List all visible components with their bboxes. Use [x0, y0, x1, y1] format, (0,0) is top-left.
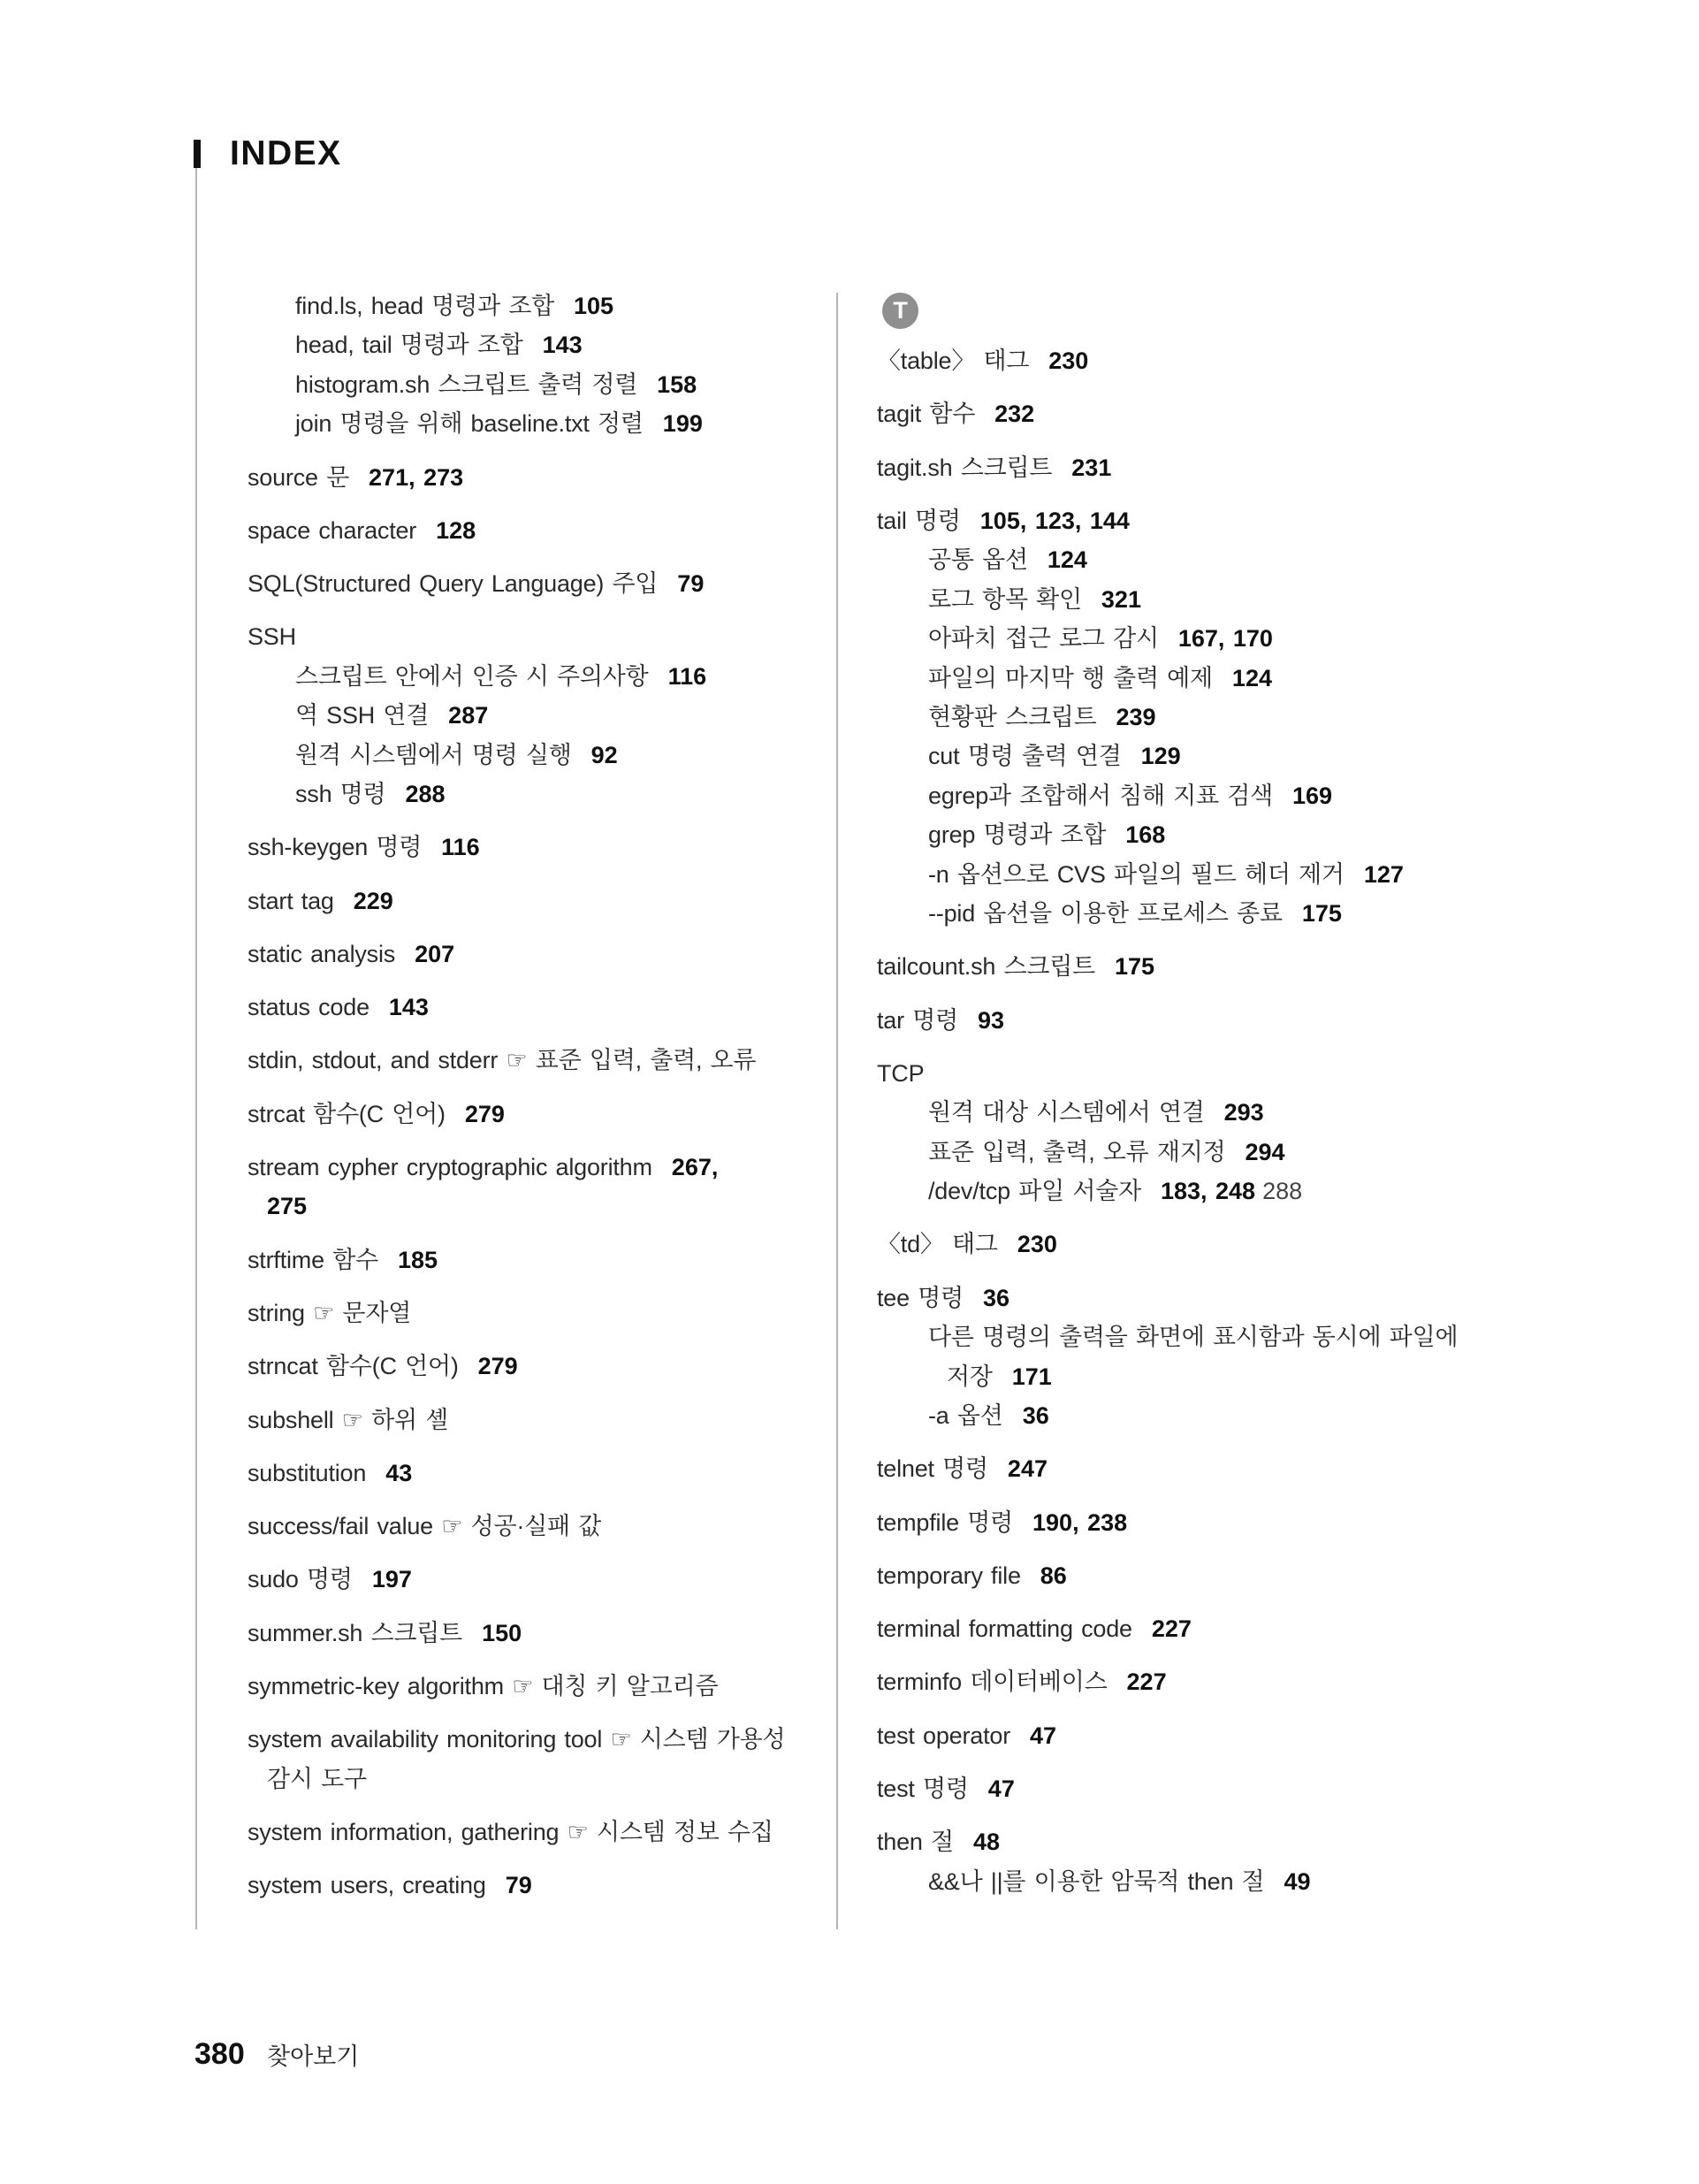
entry-line [248, 696, 813, 735]
entry-line [877, 394, 1655, 433]
index-term: start tag [248, 887, 334, 914]
page-numbers: 79 [505, 1872, 532, 1899]
sub-term: -a 옵션 [928, 1402, 1003, 1429]
page-numbers: 279 [464, 1100, 505, 1127]
index-entry [877, 1503, 1655, 1542]
page-numbers: 227 [1151, 1615, 1192, 1643]
sub-term: --pid 옵션을 이용한 프로세스 종료 [928, 900, 1283, 928]
sub-term: 표준 입력, 출력, 오류 재지정 [928, 1138, 1226, 1165]
index-term: tar 명령 [877, 1006, 958, 1034]
index-entry [877, 448, 1655, 487]
entry-line [877, 659, 1655, 698]
entry-line [248, 1241, 813, 1279]
page-numbers: 105 [574, 293, 614, 319]
entry-line [248, 286, 813, 325]
page-numbers: 36 [1022, 1402, 1049, 1429]
page-numbers: 294 [1245, 1138, 1285, 1165]
page-numbers: 48 [972, 1829, 1000, 1856]
entry-line [877, 698, 1655, 737]
index-entry [248, 828, 813, 867]
index-term: terminfo 데이터베이스 [877, 1669, 1108, 1696]
page-numbers: 92 [590, 741, 618, 768]
entry-continuation [248, 1187, 813, 1226]
index-term: symmetric-key algorithm ☞ 대칭 키 알고리즘 [248, 1673, 719, 1699]
entry-line [877, 1317, 1655, 1356]
page-numbers: 47 [1030, 1722, 1057, 1749]
index-term: TCP [877, 1059, 925, 1087]
page-title: INDEX [230, 134, 342, 172]
page-numbers: 171 [1011, 1363, 1052, 1390]
page-numbers: 293 [1223, 1099, 1264, 1126]
page-numbers: 185 [397, 1246, 438, 1273]
entry-line [877, 894, 1655, 933]
index-entry [248, 286, 813, 444]
page-numbers: 227 [1126, 1669, 1167, 1696]
entry-line [877, 1172, 1655, 1210]
index-entry [248, 1560, 813, 1599]
entry-line [248, 511, 813, 550]
index-term: 감시 도구 [267, 1765, 367, 1792]
page-numbers: 128 [436, 516, 476, 544]
page-numbers: 239 [1116, 703, 1156, 730]
page-numbers: 169 [1291, 782, 1333, 809]
index-entry [877, 1279, 1655, 1436]
index-term: temporary file [877, 1562, 1021, 1589]
index-term: substitution [248, 1459, 367, 1486]
index-entry [877, 947, 1655, 986]
index-entry [248, 1041, 813, 1080]
entry-line [877, 1133, 1655, 1172]
index-term: strcat 함수(C 언어) [248, 1100, 446, 1127]
index-term: strncat 함수(C 언어) [248, 1353, 459, 1380]
sub-term: 로그 항목 확인 [928, 585, 1082, 613]
page-numbers: 93 [977, 1006, 1005, 1034]
entry-line [248, 657, 813, 696]
index-term: subshell ☞ 하위 셸 [248, 1406, 449, 1433]
index-term: test 명령 [877, 1775, 969, 1802]
index-entry [248, 1667, 813, 1706]
index-entry [877, 1449, 1655, 1488]
entry-line [877, 1279, 1655, 1317]
page-numbers: 230 [1048, 347, 1089, 374]
entry-line [877, 1822, 1655, 1861]
index-entry [248, 564, 813, 603]
index-entry [248, 511, 813, 550]
index-entry [877, 1609, 1655, 1648]
index-term: telnet 명령 [877, 1455, 988, 1483]
index-entry [248, 988, 813, 1027]
entry-line [877, 1449, 1655, 1488]
index-term: sudo 명령 [248, 1566, 353, 1593]
index-entry [877, 1054, 1655, 1211]
index-term: tagit.sh 스크립트 [877, 454, 1053, 481]
index-term: SSH [248, 623, 296, 651]
entry-line [877, 1225, 1655, 1264]
index-term: tee 명령 [877, 1284, 964, 1311]
sub-term: 파일의 마지막 행 출력 예제 [928, 664, 1213, 691]
entry-line [877, 501, 1655, 540]
sub-term: /dev/tcp 파일 서술자 [928, 1178, 1141, 1205]
sub-term: egrep과 조합해서 침해 지표 검색 [928, 782, 1273, 809]
entry-line [248, 458, 813, 497]
page-numbers: 267, [671, 1154, 719, 1181]
page-numbers: 129 [1140, 743, 1181, 770]
entry-line [248, 1507, 813, 1546]
sub-term: ssh 명령 [295, 781, 386, 808]
index-entry [248, 1294, 813, 1333]
index-entry [877, 1716, 1655, 1755]
page-numbers: 199 [662, 410, 703, 438]
page-numbers: 287 [448, 702, 489, 729]
index-term: then 절 [877, 1829, 954, 1856]
index-term: success/fail value ☞ 성공·실패 값 [248, 1513, 602, 1540]
entry-line [877, 1503, 1655, 1542]
index-term: tail 명령 [877, 507, 961, 534]
section-letter: T [893, 297, 908, 324]
index-entry [248, 1720, 813, 1798]
entry-line [248, 1294, 813, 1333]
sub-term: 원격 시스템에서 명령 실행 [295, 741, 572, 768]
page-numbers: 321 [1101, 585, 1141, 613]
entry-line [248, 564, 813, 603]
entry-line [248, 1148, 813, 1187]
page-numbers: 168 [1125, 821, 1166, 849]
sub-term: 현황판 스크립트 [928, 703, 1097, 730]
margin-rule [195, 168, 197, 1929]
index-entry [248, 617, 813, 813]
entry-line [248, 1667, 813, 1706]
page-numbers: 230 [1017, 1231, 1057, 1258]
index-term: strftime 함수 [248, 1246, 378, 1273]
page-numbers-regular: 288 [1262, 1178, 1303, 1205]
sub-term: 공통 옵션 [928, 546, 1028, 574]
header-marker [194, 140, 201, 168]
entry-line [248, 935, 813, 974]
index-term: status code [248, 994, 370, 1021]
entry-line [248, 325, 813, 364]
entry-line [877, 1662, 1655, 1701]
index-term: 〈table〉 태그 [877, 347, 1030, 374]
index-term: tailcount.sh 스크립트 [877, 953, 1096, 981]
page-numbers: 143 [388, 994, 429, 1021]
page-numbers: 271, 273 [369, 463, 464, 491]
entry-line [248, 988, 813, 1027]
index-entry [248, 458, 813, 497]
entry-line [877, 1001, 1655, 1040]
sub-term: 스크립트 안에서 인증 시 주의사항 [295, 662, 649, 690]
index-entry [248, 1241, 813, 1279]
index-entry [248, 1148, 813, 1226]
index-term: 〈td〉 태그 [877, 1231, 998, 1258]
entry-line [248, 1041, 813, 1080]
page-numbers: 124 [1047, 546, 1087, 574]
entry-line [248, 882, 813, 920]
index-entry [877, 1225, 1655, 1264]
page-numbers: 47 [987, 1775, 1015, 1802]
sub-term: find.ls, head 명령과 조합 [295, 293, 555, 319]
page-numbers: 124 [1231, 664, 1272, 691]
entry-line [877, 776, 1655, 815]
index-term: source 문 [248, 463, 350, 491]
sub-term: join 명령을 위해 baseline.txt 정렬 [295, 410, 644, 438]
index-term: stdin, stdout, and stderr ☞ 표준 입력, 출력, 오류 [248, 1047, 757, 1074]
page-numbers: 49 [1284, 1867, 1311, 1895]
entry-line [248, 1560, 813, 1599]
column-divider [836, 293, 838, 1929]
page-numbers: 175 [1115, 953, 1155, 981]
entry-line [248, 828, 813, 867]
page-numbers: 275 [267, 1193, 308, 1220]
sub-term: head, tail 명령과 조합 [295, 332, 523, 359]
index-term: ssh-keygen 명령 [248, 834, 423, 861]
page-numbers: 231 [1071, 454, 1112, 481]
sub-term: 역 SSH 연결 [295, 702, 430, 729]
index-entry [248, 1095, 813, 1134]
index-term: test operator [877, 1722, 1010, 1749]
page-numbers: 247 [1007, 1455, 1048, 1483]
entry-line [877, 855, 1655, 894]
page-numbers: 288 [405, 781, 446, 808]
entry-line [248, 617, 813, 656]
entry-line [248, 775, 813, 813]
sub-term: grep 명령과 조합 [928, 821, 1107, 849]
page-number: 380 [194, 2037, 245, 2071]
index-column-left [248, 286, 813, 1905]
page-numbers: 190, 238 [1032, 1508, 1128, 1536]
index-entry [877, 1556, 1655, 1595]
page-numbers: 167, 170 [1177, 625, 1273, 653]
entry-line [877, 580, 1655, 619]
entry-line [248, 365, 813, 404]
sub-term: -n 옵션으로 CVS 파일의 필드 헤더 제거 [928, 860, 1345, 888]
entry-line [248, 1813, 813, 1852]
page-numbers: 232 [994, 401, 1035, 428]
page-numbers: 229 [353, 887, 393, 914]
sub-term: 원격 대상 시스템에서 연결 [928, 1099, 1205, 1126]
page-numbers: 127 [1363, 860, 1404, 888]
page-numbers: 158 [657, 370, 697, 398]
page-numbers: 105, 123, 144 [979, 507, 1130, 534]
index-entry [248, 1507, 813, 1546]
entry-line [877, 815, 1655, 854]
page-numbers: 43 [385, 1459, 413, 1486]
entry-line [877, 1396, 1655, 1435]
index-entry [877, 1001, 1655, 1040]
entry-line [877, 1769, 1655, 1808]
index-entry [248, 1401, 813, 1439]
index-term: system availability monitoring tool ☞ 시스템 가용성 [248, 1726, 786, 1753]
entry-line [877, 1093, 1655, 1132]
page-numbers: 279 [477, 1353, 518, 1380]
page-numbers: 86 [1040, 1562, 1067, 1589]
page-numbers: 116 [441, 834, 480, 861]
sub-term: 아파치 접근 로그 감시 [928, 625, 1159, 653]
entry-line [248, 1401, 813, 1439]
index-term: stream cypher cryptographic algorithm [248, 1154, 652, 1181]
entry-line [248, 1720, 813, 1759]
index-term: tagit 함수 [877, 401, 976, 428]
entry-line [248, 1095, 813, 1134]
entry-line [248, 736, 813, 775]
entry-continuation [248, 1760, 813, 1798]
index-entry [877, 1769, 1655, 1808]
index-entry [248, 1614, 813, 1653]
page-numbers: 175 [1301, 900, 1342, 928]
entry-line [248, 1454, 813, 1493]
sub-term: cut 명령 출력 연결 [928, 743, 1122, 770]
index-term: summer.sh 스크립트 [248, 1619, 463, 1646]
index-entry [248, 1454, 813, 1493]
index-entry [248, 1813, 813, 1852]
sub-term: &&나 ||를 이용한 암묵적 then 절 [928, 1867, 1265, 1895]
index-entry [248, 1866, 813, 1905]
index-term: space character [248, 516, 417, 544]
entry-line [877, 1609, 1655, 1648]
section-label: 찾아보기 [267, 2043, 360, 2070]
index-entry [877, 341, 1655, 380]
page-numbers: 150 [482, 1619, 522, 1646]
entry-line [248, 1614, 813, 1653]
entry-line [248, 1866, 813, 1905]
index-term: system users, creating [248, 1872, 486, 1899]
page-numbers: 36 [983, 1284, 1010, 1311]
index-column-right [877, 293, 1655, 1901]
entry-line [877, 1556, 1655, 1595]
entry-line [877, 1716, 1655, 1755]
index-entry [248, 1347, 813, 1386]
index-term: static analysis [248, 940, 396, 967]
index-entry [877, 1662, 1655, 1701]
page-numbers: 183, 248 [1160, 1178, 1256, 1205]
sub-term: 다른 명령의 출력을 화면에 표시함과 동시에 파일에 [928, 1324, 1459, 1351]
entry-line [877, 619, 1655, 658]
page-numbers: 116 [667, 662, 707, 690]
entry-line [877, 947, 1655, 986]
index-entry [248, 882, 813, 920]
page-numbers: 207 [415, 940, 455, 967]
index-entry [877, 501, 1655, 934]
page-numbers: 197 [371, 1566, 412, 1593]
index-entries-right [877, 341, 1655, 1901]
entry-line [877, 1862, 1655, 1901]
index-term: system information, gathering ☞ 시스템 정보 수집 [248, 1818, 773, 1845]
entry-continuation [877, 1357, 1655, 1396]
entry-line [877, 737, 1655, 775]
index-entry [877, 394, 1655, 433]
page-numbers: 143 [542, 332, 583, 359]
index-term: tempfile 명령 [877, 1508, 1014, 1536]
index-term: SQL(Structured Query Language) 주입 [248, 570, 659, 598]
index-entry [248, 935, 813, 974]
entry-line [877, 540, 1655, 579]
entry-line [877, 341, 1655, 380]
index-entry [877, 1822, 1655, 1901]
sub-term: 저장 [947, 1363, 993, 1390]
section-letter-badge [882, 293, 918, 329]
index-term: string ☞ 문자열 [248, 1300, 412, 1327]
index-term: terminal formatting code [877, 1615, 1132, 1643]
entry-line [248, 404, 813, 443]
page-numbers: 79 [677, 570, 705, 598]
entry-line [877, 1054, 1655, 1093]
entry-line [248, 1347, 813, 1386]
sub-term: histogram.sh 스크립트 출력 정렬 [295, 370, 638, 398]
entry-line [877, 448, 1655, 487]
